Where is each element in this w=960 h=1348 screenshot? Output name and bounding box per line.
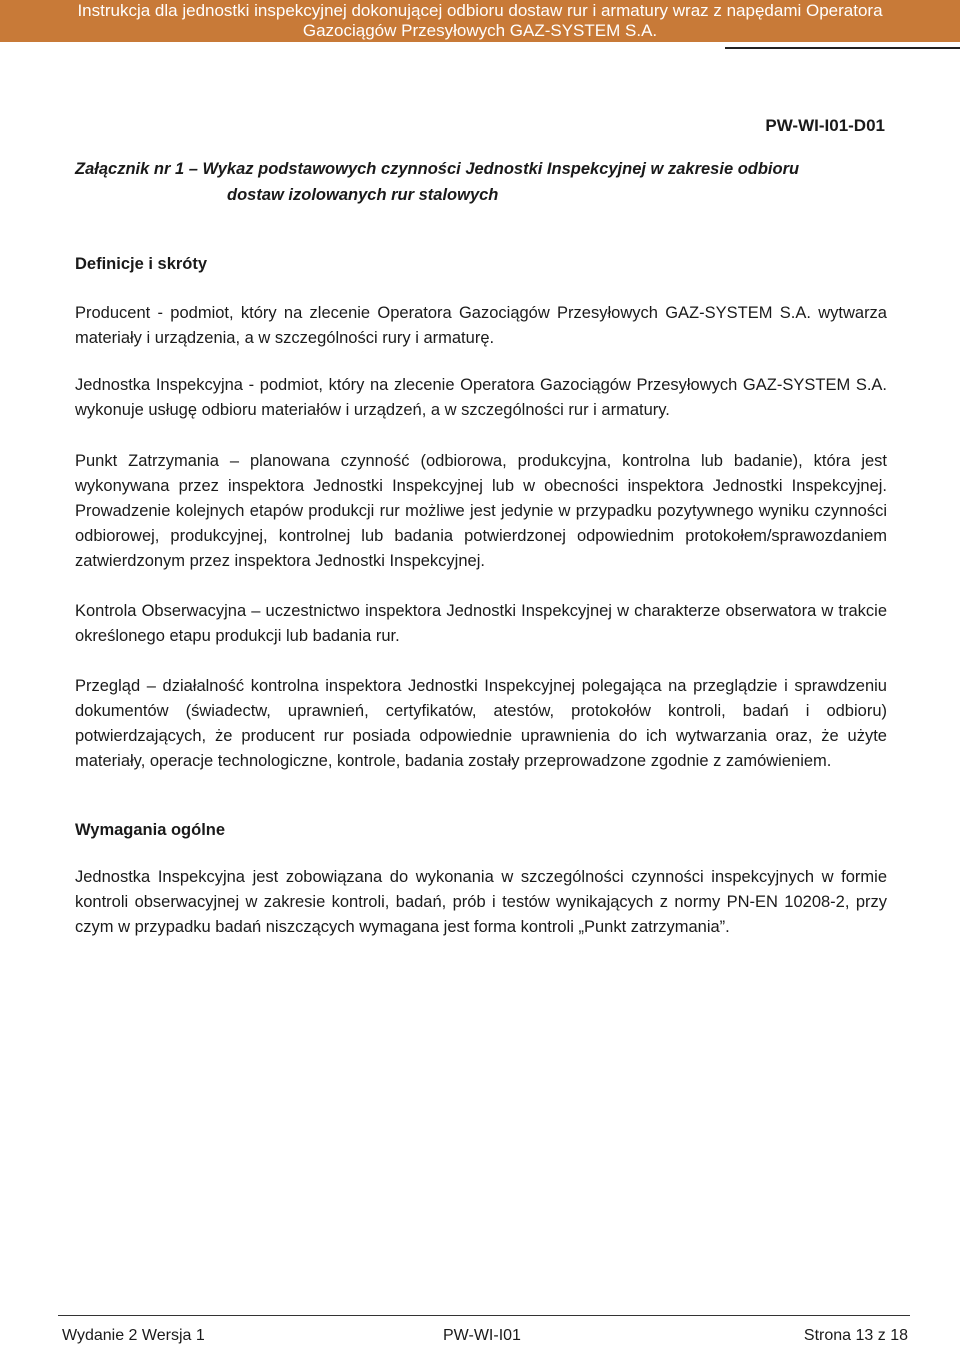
main-content (75, 156, 887, 940)
footer-edition: Wydanie 2 Wersja 1 (62, 1327, 205, 1344)
definition-przeglad: Przegląd – działalność kontrolna inspektora Jednostki Inspekcyjnej polegająca na przeglądzie i sprawdzeniu dokumentów (świadectw, uprawnień, certyfikatów, atestów, protokołów kontroli, badań i odbioru) potwierdzających, że producent rur posiada odpowiednie uprawnienia do ich wytwarzania oraz, że użyte materiały, operacje technologiczne, kontrole, badania zostały przeprowadzone zgodnie z zamówieniem. (75, 677, 887, 770)
definition-producent: Producent - podmiot, który na zlecenie Operatora Gazociągów Przesyłowych GAZ-SYSTEM S.A. wytwarza materiały i urządzenia, a w szczególności rury i armaturę. (75, 304, 887, 347)
footer-page-number: Strona 13 z 18 (803, 1327, 908, 1344)
header-divider (725, 47, 960, 49)
annex-title-line-1: Załącznik nr 1 – Wykaz podstawowych czynności Jednostki Inspekcyjnej w zakresie odbioru (75, 160, 800, 178)
definitions-heading: Definicje i skróty (75, 255, 208, 273)
page-header (0, 0, 960, 42)
header-line-2: Gazociągów Przesyłowych GAZ-SYSTEM S.A. (302, 21, 658, 40)
footer-divider (58, 1315, 910, 1316)
definition-kontrola-obserwacyjna: Kontrola Obserwacyjna – uczestnictwo inspektora Jednostki Inspekcyjnej w charakterze obserwatora w trakcie określonego etapu produkcji lub badania rur. (75, 602, 887, 645)
footer-document-code: PW-WI-I01 (443, 1327, 521, 1344)
definition-punkt-zatrzymania: Punkt Zatrzymania – planowana czynność (odbiorowa, produkcyjna, kontrolna lub badanie), która jest wykonywana przez inspektora Jednostki Inspekcyjnej lub w obecności inspektora Jednostki Inspekcyjnej. Prowadzenie kolejnych etapów produkcji rur możliwe jest jedynie w przypadku pozytywnego wyniku czynności odbiorowej, produkcyjnej, kontrolnej lub badania potwierdzonej odpowiednim protokołem/sprawozdaniem zatwierdzonym przez inspektora Jednostki Inspekcyjnej. (75, 452, 887, 570)
header-line-1: Instrukcja dla jednostki inspekcyjnej dokonującej odbioru dostaw rur i armatury wraz z napędami Operatora (77, 1, 883, 20)
requirements-text: Jednostka Inspekcyjna jest zobowiązana do wykonania w szczególności czynności inspekcyjnych w formie kontroli obserwacyjnej w zakresie kontroli, badań, prób i testów wynikających z normy PN-EN 10208-2, przy czym w przypadku badań niszczących wymagana jest forma kontroli „Punkt zatrzymania”. (75, 868, 887, 936)
requirements-heading: Wymagania ogólne (75, 821, 226, 839)
annex-title (75, 156, 887, 208)
annex-title-line-2: dostaw izolowanych rur stalowych (227, 186, 499, 204)
definition-jednostka: Jednostka Inspekcyjna - podmiot, który na zlecenie Operatora Gazociągów Przesyłowych GAZ-SYSTEM S.A. wykonuje usługę odbioru materiałów i urządzeń, a w szczególności rur i armatury. (75, 376, 887, 419)
document-code: PW-WI-I01-D01 (765, 116, 885, 135)
